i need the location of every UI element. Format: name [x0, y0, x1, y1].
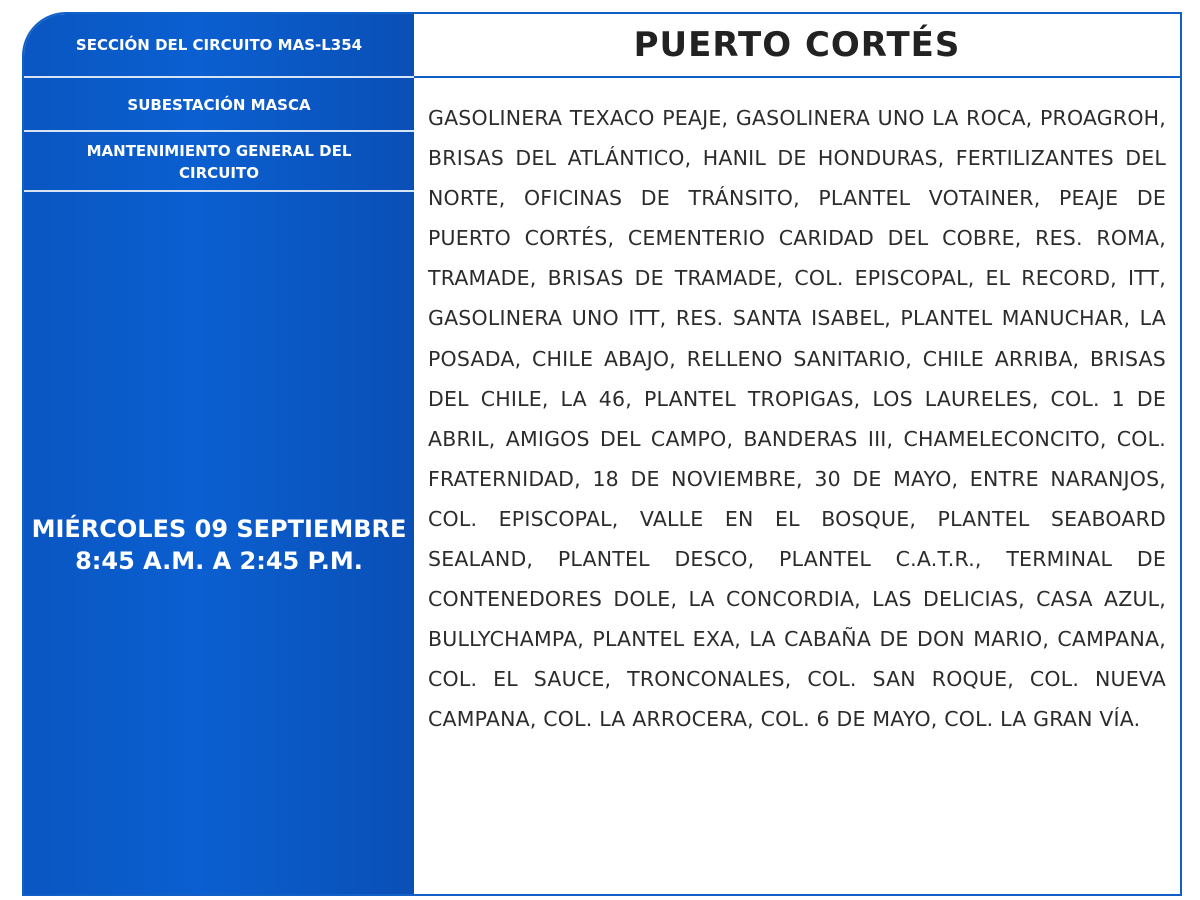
affected-areas-text: GASOLINERA TEXACO PEAJE, GASOLINERA UNO LA ROCA, PROAGROH, BRISAS DEL ATLÁNTICO, HANIL DE HONDURAS, FERTILIZANTES DEL NORTE, OFICINAS DE TRÁNSITO, PLANTEL VOTAINER, PEAJE DE PUERTO CORTÉS, CEMENTERIO CARIDAD DEL COBRE, RES. ROMA, TRAMADE, BRISAS DE TRAMADE, COL. EPISCOPAL, EL RECORD, ITT, GASOLINERA UNO ITT, RES. SANTA ISABEL, PLANTEL MANUCHAR, LA POSADA, CHILE ABAJO, RELLENO SANITARIO, CHILE ARRIBA, BRISAS DEL CHILE, LA 46, PLANTEL TROPIGAS, LOS LAURELES, COL. 1 DE ABRIL, AMIGOS DEL CAMPO, BANDERAS III, CHAMELECONCITO, COL. FRATERNIDAD, 18 DE NOVIEMBRE, 30 DE MAYO, ENTRE NARANJOS, COL. EPISCOPAL, VALLE EN EL BOSQUE, PLANTEL SEABOARD SEALAND, PLANTEL DESCO, PLANTEL C.A.T.R., TERMINAL DE CONTENEDORES DOLE, LA CONCORDIA, LAS DELICIAS, CASA AZUL, BULLYCHAMPA, PLANTEL EXA, LA CABAÑA DE DON MARIO, CAMPANA, COL. EL SAUCE, TRONCONALES, COL. SAN ROQUE, COL. NUEVA CAMPANA, COL. LA ARROCERA, COL. 6 DE MAYO, COL. LA GRAN VÍA. [428, 106, 1166, 732]
circuit-info-column [24, 14, 414, 894]
outage-notice-card [22, 12, 1182, 896]
maintenance-label: MANTENIMIENTO GENERAL DEL CIRCUITO [24, 134, 414, 192]
substation-label: SUBESTACIÓN MASCA [24, 80, 414, 132]
location-title-row [414, 14, 1180, 78]
schedule-time: 8:45 A.M. A 2:45 P.M. [75, 547, 363, 575]
location-title: PUERTO CORTÉS [633, 25, 961, 65]
location-column [414, 14, 1180, 894]
schedule-date: MIÉRCOLES 09 SEPTIEMBRE [31, 515, 407, 543]
schedule-block [24, 194, 414, 896]
circuit-section-label: SECCIÓN DEL CIRCUITO MAS-L354 [24, 14, 414, 78]
